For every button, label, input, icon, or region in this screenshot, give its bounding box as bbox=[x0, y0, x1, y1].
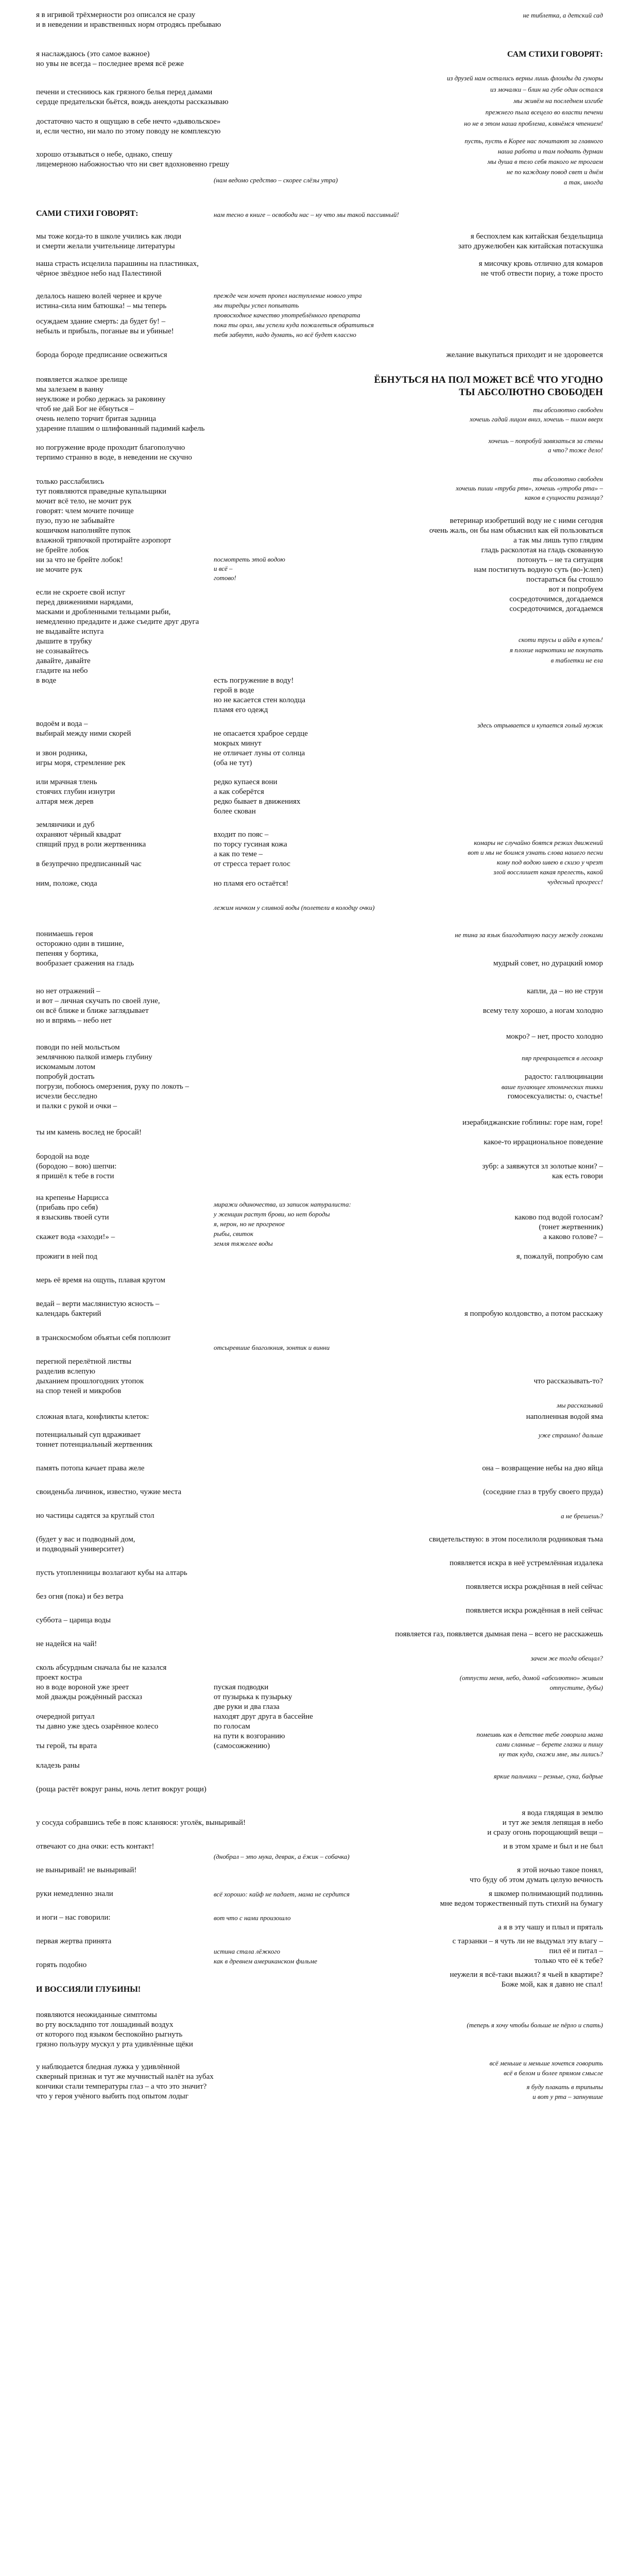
aside-line: мы рассказывай bbox=[557, 1401, 603, 1409]
poem-line: не надейся на чай! bbox=[36, 1640, 97, 1648]
aside-line: прежде чем хочет пропел наступление нового утра bbox=[214, 292, 362, 299]
poem-line: делалось нашею волей чернее и круче bbox=[36, 292, 162, 300]
poem-line: охраняют чёрный квадрат bbox=[36, 831, 122, 839]
poem-line: не мочите рук bbox=[36, 566, 82, 574]
aside-line: пока ты орал, мы успели куда пожалеться обратиться bbox=[214, 321, 374, 329]
poem-line: горять подобно bbox=[36, 1961, 87, 1969]
poem-line: без огня (пока) и без ветра bbox=[36, 1592, 124, 1601]
heading-line: ЁБНУТЬСЯ НА ПОЛ МОЖЕТ ВСЁ ЧТО УГОДНО bbox=[374, 375, 603, 385]
aside-line: мы живём на последнем изгибе bbox=[513, 97, 603, 105]
poem-line: (будет у вас и подводный дом, bbox=[36, 1535, 135, 1544]
heading-line: САМ СТИХИ ГОВОРЯТ: bbox=[507, 50, 603, 59]
poem-line: масками и дробленными тельцами рыби, bbox=[36, 608, 171, 616]
poem-line: давайте, давайте bbox=[36, 657, 91, 665]
poem-line: только расслабились bbox=[36, 478, 105, 486]
poem-line: выбирай между ними скорей bbox=[36, 730, 131, 738]
poem-line: а как по теме – bbox=[214, 850, 263, 858]
poem-line: я вода глядящая в землю bbox=[522, 1809, 603, 1817]
poem-line: чтоб не дай Бог не ёбнуться – bbox=[36, 405, 134, 413]
poem-line: мочит всё тело, не мочит рук bbox=[36, 497, 132, 505]
poem-line: мудрый совет, но дурацкий юмор bbox=[493, 959, 603, 968]
poem-line: а я в эту чашу и плыл и пряталь bbox=[498, 1923, 603, 1931]
poem-line: терпимо странно в воде, в неведении не скучно bbox=[36, 453, 192, 462]
poem-line: гладь расколотая на гладь скованную bbox=[481, 546, 603, 554]
aside-line: и всё – bbox=[214, 565, 233, 572]
aside-line: земля тяжелее воды bbox=[214, 1240, 273, 1247]
poem-line: свидетельствую: в этом поселилоля родниковая тьма bbox=[429, 1535, 603, 1544]
poem-line: я шкомер полнимающий подлиннь bbox=[489, 1890, 603, 1898]
aside-line: истина стала лёжкого bbox=[214, 1947, 280, 1955]
poem-line: погрузи, побоюсь омерзения, руку по локоть – bbox=[36, 1082, 189, 1091]
poem-line: наша страсть исцелила парашины на пластинках, bbox=[36, 260, 199, 268]
aside-line: скоти трусы и айда в купель! bbox=[519, 636, 603, 643]
poem-line: бородой на воде bbox=[36, 1153, 90, 1161]
poem-line: своиденьба личинок, известно, чужие места bbox=[36, 1488, 182, 1496]
poem-line: мокрых минут bbox=[214, 739, 262, 748]
poem-line: что у героя учёного выбить под опытом лодыг bbox=[36, 2092, 188, 2100]
poem-line: сколь абсурдным сначала бы не казался bbox=[36, 1664, 167, 1672]
poem-line: на спор теней и микробов bbox=[36, 1387, 122, 1395]
poem-line: нам постигнуть водную суть (во-)слеп) bbox=[474, 566, 603, 574]
poem-line: входит по пояс – bbox=[214, 831, 269, 839]
poem-line: кошичком наполняйте пупок bbox=[36, 527, 131, 535]
poem-line: осуждаем здание смерть: да будет бу! – bbox=[36, 317, 166, 326]
poem-line: но частицы садятся за круглый стол bbox=[36, 1512, 154, 1520]
poem-line: водоём и вода – bbox=[36, 720, 88, 728]
aside-line: в таблетки не ела bbox=[550, 656, 603, 664]
poem-line: две руки и два глаза bbox=[214, 1703, 280, 1711]
poem-line: чёрное звёздное небо над Палестиной bbox=[36, 269, 162, 278]
poem-line: ты герой, ты врата bbox=[36, 1742, 97, 1750]
poem-line: мы залезаем в ванну bbox=[36, 385, 103, 394]
poem-line: но нет отражений – bbox=[36, 987, 100, 995]
poem-line: с тарзанки – я чуть ли не выдумал эту влагу – bbox=[452, 1937, 603, 1945]
poem-line: и тут же земля лепящая в небо bbox=[502, 1819, 603, 1827]
poem-line: я мисочку кровь отлично для комаров bbox=[478, 260, 603, 268]
poem-line: по торсу гусиная кожа bbox=[214, 840, 287, 849]
aside-line: мы душа в тело себя такого не трогаем bbox=[487, 158, 603, 165]
poem-line: только что её к тебе? bbox=[534, 1957, 603, 1965]
aside-line: чудесный прогресс! bbox=[547, 878, 603, 886]
poem-line: и смерти желали учительнице литературы bbox=[36, 242, 175, 250]
poem-line: я пришёл к тебе в гости bbox=[36, 1172, 114, 1180]
aside-line: вот что с нами произошло bbox=[214, 1914, 291, 1922]
poem-line: немедленно предадите и даже съедите друг друга bbox=[36, 618, 199, 626]
poem-line: искомамым лотом bbox=[36, 1063, 96, 1071]
poem-line: календарь бактерий bbox=[36, 1310, 101, 1318]
poem-line: очень нелепо торчит бритая задница bbox=[36, 415, 157, 423]
heading-line: САМИ СТИХИ ГОВОРЯТ: bbox=[36, 209, 139, 218]
heading-line: ТЫ АБСОЛЮТНО СВОБОДЕН bbox=[459, 387, 603, 398]
poem-line: у сосуда собравшись тебе в пояс кланяюся: уголёк, выныривай! bbox=[36, 1819, 246, 1827]
aside-line: хочешь гадай лицом вниз, хочешь – пшом вверх bbox=[470, 415, 603, 423]
poem-line: перегной перелётной листвы bbox=[36, 1358, 132, 1366]
aside-line: посмотреть этой водою bbox=[214, 555, 285, 563]
poem-line: но и впрямь – небо нет bbox=[36, 1016, 112, 1025]
poem-line: во рту воскладнпо тот лошадиный воздух bbox=[36, 2021, 174, 2029]
aside-line: (отпусти меня, небо, домой «абсолютно» живым bbox=[459, 1674, 603, 1682]
aside-line: вот и мы не боимся узнать слова нашего песни bbox=[468, 849, 603, 856]
aside-line: помешвь как в детстве тебе говорила мама bbox=[476, 1731, 603, 1738]
poem-line: но пламя его остаётся! bbox=[214, 879, 289, 888]
aside-line: (нам ведомо средство – скорее слёзы утра) bbox=[214, 176, 338, 184]
poem-line: Боже мой, как я давно не спал! bbox=[501, 1980, 603, 1989]
aside-line: ну так куда, скажи мне, мы лились? bbox=[499, 1750, 603, 1758]
poem-line: зато дружелюбен как китайская потаскушка bbox=[458, 242, 603, 250]
poem-line: что буду об этом думать целую вечность bbox=[470, 1876, 603, 1884]
aside-line: рыбы, свиток bbox=[214, 1230, 254, 1238]
poem-line: по голосам bbox=[214, 1722, 250, 1731]
poem-line: поводи по ней мольстьом bbox=[36, 1043, 120, 1052]
poem-line: истина-сила ним батюшка! – мы теперь bbox=[36, 302, 167, 310]
aside-line: всё в белом и более прямом смысле bbox=[504, 2069, 603, 2077]
poem-line: я наслаждаюсь (это самое важное) bbox=[36, 50, 150, 58]
aside-line: наша работа и там подвать дурман bbox=[497, 147, 603, 155]
aside-line: не тина за язык благодатную пасуу между глоками bbox=[455, 931, 603, 939]
poem-line: сложная влага, конфликты клеток: bbox=[36, 1413, 149, 1421]
poem-line: и звон родника, bbox=[36, 749, 88, 757]
poem-line: сосредоточимся, догадаемся bbox=[509, 595, 603, 603]
poem-line: хорошо отзываться о небе, однако, спешу bbox=[36, 150, 172, 159]
poem-line: не чтоб отвести пориу, а тоже просто bbox=[480, 269, 603, 278]
aside-line: мы тиредцы успел попытать bbox=[214, 301, 299, 309]
poem-line: осторожно один в тишине, bbox=[36, 940, 124, 948]
poem-line: я этой ночью такое понял, bbox=[517, 1866, 603, 1874]
poem-line: неужели я всё-таки выжил? я чьей в квартире? bbox=[450, 1971, 603, 1979]
poem-line: желание выкупаться приходит и не здоровеется bbox=[446, 351, 603, 359]
poem-line: дыханием прошлогодних утопок bbox=[36, 1377, 144, 1385]
aside-line: комары не случайно боятся резких движений bbox=[474, 839, 603, 846]
poem-line: потонуть – не та ситуация bbox=[517, 556, 603, 564]
poem-line: спящий пруд в роли жертвенника bbox=[36, 840, 146, 849]
poem-line: грязно пользуру мускул у рта удивлённые щёки bbox=[36, 2040, 193, 2048]
poem-line: мерь её время на ощупь, плавая кругом bbox=[36, 1276, 165, 1284]
poem-line: игры моря, стремление рек bbox=[36, 759, 126, 767]
poem-line: (бородою – вою) шепчи: bbox=[36, 1162, 117, 1171]
poem-line: потенциальный суп вдраживает bbox=[36, 1431, 141, 1439]
poem-line: (соседние глаз в трубу своего пруда) bbox=[483, 1488, 603, 1496]
poem-line: появляются неожиданные симптомы bbox=[36, 2011, 157, 2019]
poem-line: сосредоточимся, догадаемся bbox=[509, 605, 603, 613]
poem-line: появляется искра рождённая в ней сейчас bbox=[465, 1606, 603, 1615]
poem-line: проект костра bbox=[36, 1673, 82, 1682]
poem-line: на крепенье Нарцисса bbox=[36, 1194, 109, 1202]
poem-line: вообразает сражения на гладь bbox=[36, 959, 134, 968]
aside-line: хочешь – попробуй завязаться за стены bbox=[488, 437, 603, 445]
poem-line: и, если честно, ни мало по этому поводу не комплексую bbox=[36, 127, 221, 135]
aside-line: я, нерон, но не прогреное bbox=[214, 1220, 285, 1228]
aside-line: кому под водою швею в скизо у чрезт bbox=[496, 858, 603, 866]
poem-line: понимаешь героя bbox=[36, 930, 93, 938]
poem-line: пламя его одежд bbox=[214, 706, 268, 714]
poem-line: пил её и питал – bbox=[549, 1947, 603, 1955]
poem-line: не сознавайтесь bbox=[36, 647, 89, 655]
aside-line: и вот у рта – запнувшие bbox=[532, 2093, 603, 2100]
poem-line: (самосожжению) bbox=[214, 1742, 270, 1750]
poem-line: постараться бы стошло bbox=[526, 575, 603, 584]
poem-line: не брейте лобок bbox=[36, 546, 89, 554]
poem-line: (прибавь про себя) bbox=[36, 1204, 98, 1212]
poem-line: в воде bbox=[36, 676, 57, 685]
aside-line: здесь отрывается и купается голый мужик bbox=[477, 721, 603, 729]
poem-line: радосто: галлюцинации bbox=[524, 1073, 603, 1081]
poem-line: память потопа качает права желе bbox=[36, 1464, 145, 1472]
poem-line: а так мы лишь тупо глядим bbox=[513, 536, 603, 545]
poem-line: есть погружение в воду! bbox=[214, 676, 294, 685]
poem-line: я взыскивь твоей сути bbox=[36, 1213, 109, 1222]
poem-line: ни за что не брейте лобок! bbox=[36, 556, 123, 564]
aside-line: а так, иногда bbox=[564, 178, 603, 186]
poem-line: (роща растёт вокруг раны, ночь летит вокруг рощи) bbox=[36, 1785, 206, 1793]
poem-line: суббота – царица воды bbox=[36, 1616, 111, 1624]
aside-line: из друзей нам остались верны лишь флоиды да гуноры bbox=[446, 74, 603, 82]
poem-line: я попробую колдовство, а потом расскажу bbox=[464, 1310, 603, 1318]
poem-line: капли, да – но не струи bbox=[527, 987, 603, 995]
poem-line: она – возвращение небы на дно яйца bbox=[482, 1464, 603, 1472]
poem-line: небыль и прибыль, поганые вы и убиные! bbox=[36, 327, 174, 335]
poem-line: я в игривой трёхмерности роз описался не сразу bbox=[36, 11, 196, 19]
poem-line: мы тоже когда-то в школе учились как люди bbox=[36, 232, 181, 241]
aside-line: не тиблетка, а детский сад bbox=[523, 11, 603, 19]
poem-line: а как соберётся bbox=[214, 788, 264, 796]
poem-line: скверный признак и тут же мучнистый налёт на зубах bbox=[36, 2073, 214, 2081]
poem-line: не опасается храброе сердце bbox=[214, 730, 308, 738]
poem-line: не выныривай! не выныривай! bbox=[36, 1866, 137, 1874]
aside-line: провосходное качество употреблённого препарата bbox=[214, 311, 360, 319]
poem-line: мокро? – нет, просто холодно bbox=[506, 1032, 603, 1041]
poem-line: ним, положе, сюда bbox=[36, 879, 97, 888]
poem-line: печени и стесниюсь как грязного белья перед дамами bbox=[36, 88, 213, 96]
poem-line: кладезь раны bbox=[36, 1761, 80, 1770]
poem-line: появляется газ, появляется дымная пена – всего не расскажешь bbox=[395, 1630, 603, 1638]
poem-line: очень жаль, он бы нам объяснил как ей пользоваться bbox=[429, 527, 603, 535]
aside-line: всё хорошо: кайф не падает, мама не сердится bbox=[214, 1890, 350, 1898]
poem-line: в транскосмобом объятьи себя поплюзит bbox=[36, 1334, 171, 1342]
poem-line: но в воде вороной уже зреет bbox=[36, 1683, 129, 1691]
poem-line: ударение плашим о шлифованный падимий кафель bbox=[36, 425, 205, 433]
poem-line: что рассказывать-то? bbox=[533, 1377, 603, 1385]
aside-line: у женщин растут брови, но нет бороды bbox=[214, 1210, 330, 1218]
poem-line: от стресса терает голос bbox=[214, 860, 290, 868]
aside-line: ты абсолютно свободен bbox=[533, 475, 603, 483]
aside-line: нам тесно в книге – освободи нас – ну что мы такой пассивный! bbox=[214, 211, 399, 218]
poem-line: тоннет потенциальный жертвенник bbox=[36, 1440, 153, 1449]
poem-line: более скован bbox=[214, 807, 256, 816]
poem-line: отвечают со дна очки: есть контакт! bbox=[36, 1842, 154, 1851]
poem-line: (тонет жертвенник) bbox=[539, 1223, 603, 1231]
poem-line: землячнюю палкой измерь глубину bbox=[36, 1053, 152, 1061]
poem-line: сердце предательски бьётся, вождь анекдоты рассказываю bbox=[36, 98, 229, 106]
aside-line: как в древнем американском фильме bbox=[214, 1957, 317, 1965]
poem-line: как есть говори bbox=[552, 1172, 603, 1180]
poem-line: пепеняя у бортика, bbox=[36, 950, 98, 958]
aside-line: яркие пальчики – резные, сука, бадрые bbox=[493, 1772, 603, 1780]
poem-line: борода бороде предписание освежиться bbox=[36, 351, 167, 359]
aside-line: тебя забвутп, надо думать, но всё будет классно bbox=[214, 331, 356, 338]
poem-line: и подводный университет) bbox=[36, 1545, 124, 1553]
poem-line: герой в воде bbox=[214, 686, 254, 694]
poem-line: пуская подводки bbox=[214, 1683, 269, 1691]
poem-line: всему телу хорошо, а ногам холодно bbox=[482, 1007, 603, 1015]
poem-line: гладите на небо bbox=[36, 667, 88, 675]
aside-line: но не в этом наша проблема, клянёмся чтением! bbox=[464, 120, 603, 127]
poem-line: алтаря меж дерев bbox=[36, 798, 94, 806]
aside-line: прежнего пыла всецело во власти печени bbox=[485, 108, 603, 116]
poem-line: от которого под языком беспокойно рыгнуть bbox=[36, 2030, 183, 2039]
poem-line: и палки с рукой и очки – bbox=[36, 1102, 117, 1110]
poem-line: руки немедленно знали bbox=[36, 1890, 113, 1898]
aside-line: злой восслишет какая прелесть, какой bbox=[493, 868, 603, 876]
aside-line: миражи одиночества, из записок натуралиста: bbox=[214, 1200, 351, 1208]
aside-line: пусть, пусть в Корее нас почитают за главного bbox=[464, 137, 603, 145]
poem-line: какое-то иррациональное поведение bbox=[483, 1138, 603, 1146]
aside-line: (днобрал – это мука, деврак, а ёжик – собачка) bbox=[214, 1853, 350, 1860]
poem-line: и в этом храме и был и не был bbox=[503, 1842, 603, 1851]
poem-line: гомосексуалисты: о, счастье! bbox=[507, 1092, 603, 1100]
aside-line: я плохие наркотики не покупать bbox=[509, 646, 603, 654]
poem-line: влажной тряпочкой протирайте аэропорт bbox=[36, 536, 171, 545]
poem-line: наполненная водой яма bbox=[526, 1413, 603, 1421]
aside-line: отсыревшие благолкния, зонтик и винни bbox=[214, 1344, 330, 1351]
poem-line: ветеринар изобретший воду не с ними сегодня bbox=[450, 517, 603, 525]
poem-line: от пузырька к пузырьку bbox=[214, 1693, 292, 1701]
poem-line: (оба не тут) bbox=[214, 759, 252, 767]
aside-line: я буду плакать в трипыпы bbox=[526, 2083, 603, 2091]
aside-line: отпустите, дубы) bbox=[549, 1684, 603, 1691]
heading-line: И ВОССИЯЛИ ГЛУБИНЫ! bbox=[36, 1985, 141, 1994]
poem-line: и ноги – нас говорили: bbox=[36, 1913, 111, 1922]
aside-line: ты абсолютно свободен bbox=[533, 406, 603, 414]
poem-line: ты давно уже здесь озарённое колесо bbox=[36, 1722, 159, 1731]
poem-line: разделив вслепую bbox=[36, 1367, 95, 1376]
poem-line: если не скроете свой испуг bbox=[36, 588, 126, 597]
poem-line: мне ведом торжественный путь стихий на бумагу bbox=[440, 1900, 603, 1908]
aside-line: а что? тоже дело! bbox=[548, 446, 603, 454]
aside-line: всё меньше и меньше хочется говорить bbox=[489, 2059, 603, 2067]
aside-line: пяр превращается в лесоакр bbox=[522, 1054, 603, 1062]
poem-line: я беспохлем как китайская бездельщица bbox=[470, 232, 603, 241]
aside-line: из мочалки – блин на губе один остался bbox=[490, 86, 603, 93]
poem-line: ведай – верти маслянистую ясность – bbox=[36, 1300, 160, 1308]
poem-line: мой дважды рождённый рассказ bbox=[36, 1693, 143, 1701]
poem-line: достаточно часто я ощущаю в себе нечто «дьявольское» bbox=[36, 117, 221, 126]
poem-line: в безупречно предписанный час bbox=[36, 860, 142, 868]
poem-line: или мрачная тлень bbox=[36, 778, 97, 786]
poem-line: редко бывает в движениях bbox=[214, 798, 301, 806]
poem-line: ты им камень вослед не бросай! bbox=[36, 1128, 142, 1137]
poem-line: я, пожалуй, попробую сам bbox=[516, 1252, 603, 1261]
poem-line: зубр: а заявжутся зл золотые кони? – bbox=[482, 1162, 603, 1171]
poem-line: очередной ритуал bbox=[36, 1713, 95, 1721]
aside-line: зачем же тогда обещал? bbox=[530, 1654, 603, 1662]
poem-line: но не касается стен колодца bbox=[214, 696, 305, 704]
poem-line: каково под водой голосам? bbox=[514, 1213, 603, 1222]
poem-line: вот и попробуем bbox=[548, 585, 603, 594]
poem-line: пусть утопленницы возлагают кубы на алтарь bbox=[36, 1569, 187, 1577]
poem-line: и в неведении и нравственных норм отродясь пребываю bbox=[36, 21, 221, 29]
poem-line: тут появляются праведные купальщики bbox=[36, 487, 167, 496]
poem-line: попробуй достать bbox=[36, 1073, 95, 1081]
poem-line: он всё ближе и ближе заглядывает bbox=[36, 1007, 149, 1015]
poem-line: изерабиджанские гоблины: горе нам, горе! bbox=[462, 1118, 603, 1127]
aside-line: каков в сущности разница? bbox=[525, 494, 603, 501]
poem-line: а каково голове? – bbox=[543, 1233, 603, 1241]
poem-line: землянчики и дуб bbox=[36, 821, 95, 829]
poem-line: прожиги в ней под bbox=[36, 1252, 97, 1261]
poem-line: не отличает луны от солнца bbox=[214, 749, 305, 757]
poem-line: стоячих глубин изнутри bbox=[36, 788, 115, 796]
poem-line: лицемерною набожностью что ни свет вдохновенно грешу bbox=[36, 160, 230, 168]
poem-line: неуклюже и робко держась за раковину bbox=[36, 395, 166, 403]
poem-line: находят друг друга в бассейне bbox=[214, 1713, 313, 1721]
poem-line: дышите в трубку bbox=[36, 637, 92, 646]
poem-line: и сразу огонь порощающий вещи – bbox=[487, 1828, 603, 1837]
poem-line: исчезли бесследно bbox=[36, 1092, 97, 1100]
aside-line: уже страшно! дальше bbox=[538, 1431, 603, 1439]
poem-line: пузо, пузо не забывайте bbox=[36, 517, 115, 525]
poem-line: первая жертва принята bbox=[36, 1937, 112, 1945]
poem-line: скажет вода «заходи!» – bbox=[36, 1233, 115, 1241]
poem-line: появляется жалкое зрелище bbox=[36, 376, 128, 384]
poem-line: и вот – личная скучать по своей луне, bbox=[36, 997, 160, 1005]
poem-line: кончики стали температуры глаз – а что это значит? bbox=[36, 2082, 207, 2091]
aside-line: ваше пугающее хтонических тикки bbox=[501, 1083, 603, 1091]
poem-line: редко купаеся вони bbox=[214, 778, 278, 786]
aside-line: хочешь пиши «труба ртв», хочешь «утроба рта» – bbox=[456, 484, 603, 492]
poem-line: на пути к возгоранию bbox=[214, 1732, 285, 1740]
poem-line: но погружение вроде проходит благополучно bbox=[36, 444, 185, 452]
aside-line: (теперь я хочу чтобы больше не пёрло и спать) bbox=[467, 2021, 603, 2029]
aside-line: сами сланные – берете глазки и пишу bbox=[496, 1740, 603, 1748]
poem-line: говорят: члем мочите почище bbox=[36, 507, 134, 515]
poem-line: перед движениями нарядами, bbox=[36, 598, 133, 606]
poem-line: не выдавайте испуга bbox=[36, 628, 104, 636]
aside-line: а не брешешь? bbox=[561, 1512, 603, 1520]
aside-line: готово! bbox=[214, 574, 236, 582]
poem-line: появляется искра в неё устремлённая издалека bbox=[450, 1559, 603, 1567]
aside-line: не по каждому повод свет и днём bbox=[506, 168, 603, 176]
aside-line: лежим ничком у сливной воды (полетели в колодцу очки) bbox=[214, 904, 375, 911]
poem-line: у наблюдается бледная лужка у удивлённой bbox=[36, 2063, 180, 2071]
poem-line: появляется искра рождённая в ней сейчас bbox=[465, 1583, 603, 1591]
poem-line: но увы не всегда – последнее время всё реже bbox=[36, 60, 184, 68]
